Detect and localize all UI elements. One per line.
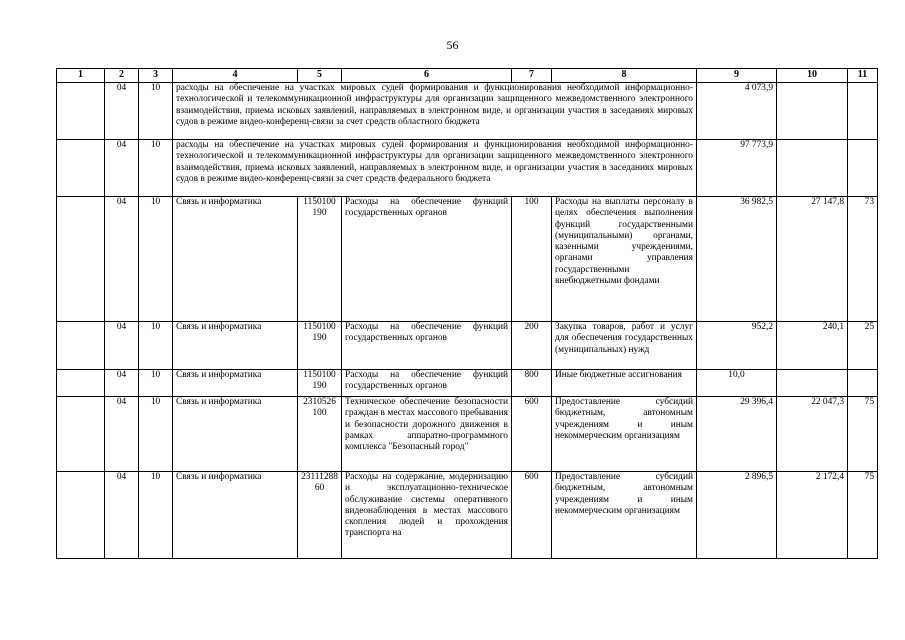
table-row bbox=[57, 472, 878, 559]
cell-subsection: 10 bbox=[139, 472, 173, 559]
cell-target-name: Расходы на обеспечение функций государственных органов bbox=[342, 370, 512, 397]
cell-name: Связь и информатика bbox=[173, 322, 298, 370]
cell-description: расходы на обеспечение на участках мировых судей формирования и функционирования необходимой информационно-технологической и телекоммуникационной инфраструктуры для организации защищенного межведомственного электронного взаимодействия, приема исковых заявлений, направляемых в электронном виде, и организации участия в заседаниях мировых судов в режиме видео-конференц-связи за счет средств федерального бюджета bbox=[173, 140, 697, 197]
cell-subsection: 10 bbox=[139, 197, 173, 322]
cell-subsection: 10 bbox=[139, 370, 173, 397]
table-row bbox=[57, 397, 878, 472]
cell-amount-col9: 2 896,5 bbox=[697, 472, 777, 559]
cell-amount-col10 bbox=[777, 370, 848, 397]
cell-amount-col10: 22 047,3 bbox=[777, 397, 848, 472]
cell-expense-name: Иные бюджетные ассигнования bbox=[552, 370, 697, 397]
cell-name: Связь и информатика bbox=[173, 197, 298, 322]
cell-expense-name: Закупка товаров, работ и услуг для обеспечения государственных (муниципальных) нужд bbox=[552, 322, 697, 370]
cell-percent-col11 bbox=[848, 83, 878, 140]
column-header: 10 bbox=[777, 69, 848, 83]
cell-percent-col11: 25 bbox=[848, 322, 878, 370]
column-number-header-row bbox=[57, 69, 878, 83]
cell-target-code: 1150100190 bbox=[298, 197, 342, 322]
cell-amount-col10: 27 147,8 bbox=[777, 197, 848, 322]
cell-empty bbox=[57, 370, 105, 397]
cell-empty bbox=[57, 322, 105, 370]
column-header: 1 bbox=[57, 69, 105, 83]
column-header: 7 bbox=[512, 69, 552, 83]
cell-empty bbox=[57, 197, 105, 322]
cell-target-name: Расходы на содержание, модернизацию и эксплуатационно-техническое обслуживание системы оперативного видеонаблюдения в местах массового скопления людей и прохождения транспорта на bbox=[342, 472, 512, 559]
cell-section: 04 bbox=[105, 140, 139, 197]
table-row bbox=[57, 197, 878, 322]
cell-section: 04 bbox=[105, 197, 139, 322]
cell-amount-col9: 29 396,4 bbox=[697, 397, 777, 472]
cell-amount-col10: 2 172,4 bbox=[777, 472, 848, 559]
cell-amount-col9: 36 982,5 bbox=[697, 197, 777, 322]
cell-section: 04 bbox=[105, 370, 139, 397]
table-row-wide bbox=[57, 83, 878, 140]
cell-empty bbox=[57, 140, 105, 197]
cell-amount-col9: 97 773,9 bbox=[697, 140, 777, 197]
column-header: 3 bbox=[139, 69, 173, 83]
cell-subsection: 10 bbox=[139, 140, 173, 197]
cell-name: Связь и информатика bbox=[173, 472, 298, 559]
cell-expense-code: 100 bbox=[512, 197, 552, 322]
cell-amount-col9: 10,0 bbox=[697, 370, 777, 397]
cell-expense-code: 600 bbox=[512, 472, 552, 559]
table-row bbox=[57, 370, 878, 397]
cell-percent-col11 bbox=[848, 370, 878, 397]
cell-target-code: 1150100190 bbox=[298, 370, 342, 397]
cell-expense-code: 200 bbox=[512, 322, 552, 370]
cell-amount-col10: 240,1 bbox=[777, 322, 848, 370]
column-header: 11 bbox=[848, 69, 878, 83]
cell-percent-col11: 75 bbox=[848, 472, 878, 559]
table-row bbox=[57, 322, 878, 370]
cell-amount-col10 bbox=[777, 140, 848, 197]
cell-target-name: Расходы на обеспечение функций государственных органов bbox=[342, 322, 512, 370]
cell-expense-code: 800 bbox=[512, 370, 552, 397]
table-row-wide bbox=[57, 140, 878, 197]
cell-percent-col11: 73 bbox=[848, 197, 878, 322]
cell-subsection: 10 bbox=[139, 397, 173, 472]
column-header: 8 bbox=[552, 69, 697, 83]
cell-empty bbox=[57, 83, 105, 140]
cell-name: Связь и информатика bbox=[173, 397, 298, 472]
cell-section: 04 bbox=[105, 472, 139, 559]
cell-expense-code: 600 bbox=[512, 397, 552, 472]
budget-table bbox=[56, 68, 878, 559]
cell-empty bbox=[57, 397, 105, 472]
cell-subsection: 10 bbox=[139, 322, 173, 370]
cell-section: 04 bbox=[105, 83, 139, 140]
cell-percent-col11 bbox=[848, 140, 878, 197]
cell-amount-col10 bbox=[777, 83, 848, 140]
cell-section: 04 bbox=[105, 322, 139, 370]
column-header: 4 bbox=[173, 69, 298, 83]
cell-expense-name: Предоставление субсидий бюджетным, автономным учреждениям и иным некоммерческим организациям bbox=[552, 397, 697, 472]
cell-empty bbox=[57, 472, 105, 559]
cell-target-name: Расходы на обеспечение функций государственных органов bbox=[342, 197, 512, 322]
column-header: 2 bbox=[105, 69, 139, 83]
column-header: 9 bbox=[697, 69, 777, 83]
cell-expense-name: Предоставление субсидий бюджетным, автономным учреждениям и иным некоммерческим организациям bbox=[552, 472, 697, 559]
page-number: 56 bbox=[446, 38, 459, 52]
cell-name: Связь и информатика bbox=[173, 370, 298, 397]
cell-target-code: 2311128860 bbox=[298, 472, 342, 559]
cell-amount-col9: 952,2 bbox=[697, 322, 777, 370]
cell-expense-name: Расходы на выплаты персоналу в целях обеспечения выполнения функций государственными (муниципальными) органами, казенными учреждениями, органами управления государственными внебюджетными фондами bbox=[552, 197, 697, 322]
cell-percent-col11: 75 bbox=[848, 397, 878, 472]
cell-amount-col9: 4 073,9 bbox=[697, 83, 777, 140]
cell-target-code: 2310526100 bbox=[298, 397, 342, 472]
cell-target-code: 1150100190 bbox=[298, 322, 342, 370]
cell-description: расходы на обеспечение на участках мировых судей формирования и функционирования необходимой информационно-технологической и телекоммуникационной инфраструктуры для организации защищенного межведомственного электронного взаимодействия, приема исковых заявлений, направляемых в электронном виде, и организации участия в заседаниях мировых судов в режиме видео-конференц-связи за счет средств областного бюджета bbox=[173, 83, 697, 140]
cell-subsection: 10 bbox=[139, 83, 173, 140]
cell-target-name: Техническое обеспечение безопасности граждан в местах массового пребывания и безопасности дорожного движения в рамках аппаратно-программного комплекса "Безопасный город" bbox=[342, 397, 512, 472]
cell-section: 04 bbox=[105, 397, 139, 472]
column-header: 5 bbox=[298, 69, 342, 83]
column-header: 6 bbox=[342, 69, 512, 83]
